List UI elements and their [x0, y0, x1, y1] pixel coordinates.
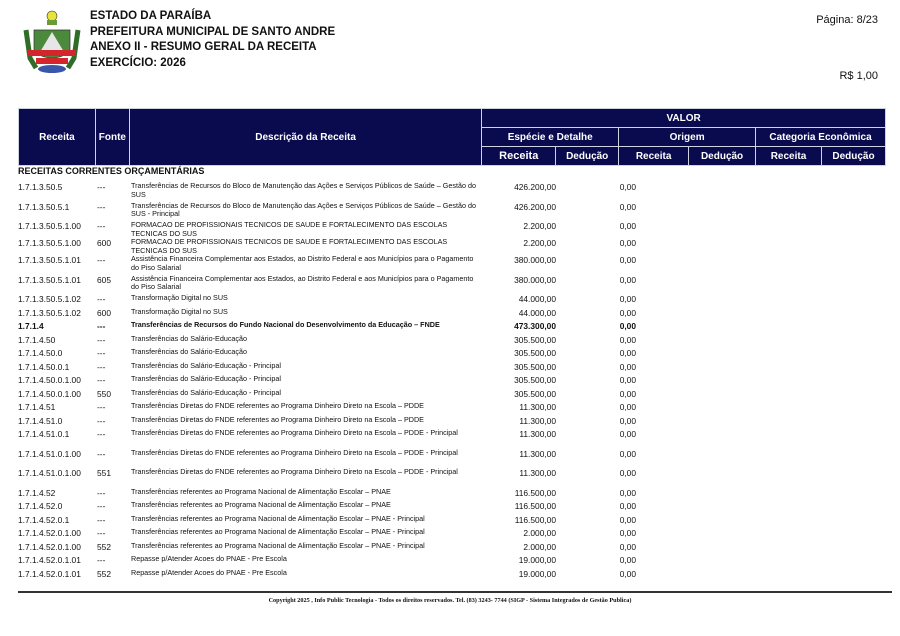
receita-code: 1.7.1.4.52.0.1.00 [18, 541, 81, 552]
descricao: Transferências Diretas do FNDE referentes ao Programa Dinheiro Direto na Escola – PDDE - Principal [131, 447, 458, 457]
col-descricao: Descrição da Receita [129, 109, 481, 166]
receita-code: 1.7.1.3.50.5.1.01 [18, 274, 81, 285]
receita-code: 1.7.1.3.50.5.1.00 [18, 221, 81, 231]
valor-deducao: 0,00 [619, 415, 636, 426]
receita-code: 1.7.1.4.50.0.1.00 [18, 388, 81, 399]
descricao: Transferências referentes ao Programa Nacional de Alimentação Escolar – PNAE - Principal [131, 527, 425, 537]
valor-receita: 2.200,00 [523, 238, 556, 249]
col-categoria-deducao: Dedução [821, 147, 885, 166]
valor-deducao: 0,00 [619, 468, 636, 479]
valor-receita: 2.200,00 [523, 221, 556, 231]
valor-receita: 305.500,00 [514, 375, 556, 386]
valor-deducao: 0,00 [619, 348, 636, 359]
valor-deducao: 0,00 [619, 541, 636, 552]
receita-code: 1.7.1.3.50.5.1.00 [18, 238, 81, 249]
fonte: --- [97, 321, 106, 332]
descricao: Transferências referentes ao Programa Nacional de Alimentação Escolar – PNAE [131, 500, 391, 510]
valor-deducao: 0,00 [619, 321, 636, 332]
valor-deducao: 0,00 [619, 429, 636, 440]
table-row [18, 468, 638, 488]
valor-deducao: 0,00 [619, 375, 636, 386]
table-row [18, 202, 638, 222]
table-row [18, 429, 638, 449]
descricao: FORMACAO DE PROFISSIONAIS TECNICOS DE SAUDE E FORTALECIMENTO DAS ESCOLAS TECNICAS DO SUS [131, 220, 448, 238]
valor-deducao: 0,00 [619, 528, 636, 539]
copyright-footer: Copyright 2025 , Info Public Tecnologia - Todos os direitos reservados. Tel. (83) 3243- 7744 (SIGP - Sistema Integrados de Gestão Publica) [268, 597, 632, 604]
valor-receita: 116.500,00 [514, 514, 556, 525]
fonte: 600 [97, 238, 111, 249]
table-row [18, 221, 638, 238]
receita-code: 1.7.1.4.50.0.1 [18, 361, 70, 372]
receita-code: 1.7.1.4.50.0.1.00 [18, 375, 81, 386]
valor-receita: 11.300,00 [519, 402, 556, 413]
fonte: --- [97, 221, 106, 231]
table-row [18, 416, 638, 430]
descricao: Transferências Diretas do FNDE referentes ao Programa Dinheiro Direto na Escola – PDDE - Principal [131, 467, 458, 477]
fonte: --- [97, 294, 106, 305]
valor-receita: 11.300,00 [519, 468, 556, 479]
table-row [18, 375, 638, 389]
fonte: 552 [97, 568, 111, 579]
state-name: ESTADO DA PARAÍBA [90, 10, 212, 22]
valor-deducao: 0,00 [619, 274, 636, 285]
fonte: --- [97, 182, 106, 192]
col-especie-deducao: Dedução [556, 147, 619, 166]
valor-receita: 44.000,00 [518, 307, 556, 318]
col-receita: Receita [19, 109, 96, 166]
descricao: Transferências do Salário-Educação [131, 347, 247, 357]
col-categoria-receita: Receita [756, 147, 822, 166]
table-row [18, 449, 638, 469]
valor-receita: 305.500,00 [514, 334, 556, 345]
descricao: Transferências Diretas do FNDE referentes ao Programa Dinheiro Direto na Escola – PDDE - Principal [131, 428, 458, 438]
descricao: Transferências do Salário-Educação - Principal [131, 374, 281, 384]
table-row [18, 321, 638, 335]
table-row [18, 348, 638, 362]
table-row [18, 255, 638, 275]
receita-code: 1.7.1.4.51.0 [18, 415, 63, 426]
receita-code: 1.7.1.3.50.5.1.02 [18, 294, 81, 305]
receita-code: 1.7.1.3.50.5 [18, 182, 63, 192]
valor-deducao: 0,00 [619, 514, 636, 525]
valor-receita: 380.000,00 [514, 274, 556, 285]
descricao: Assistência Financeira Complementar aos Estados, ao Distrito Federal e aos Municípios para o Pagamento do Piso Salarial [131, 273, 474, 292]
table-row [18, 275, 638, 295]
descricao: Repasse p/Atender Acoes do PNAE - Pre Escola [131, 567, 287, 577]
descricao: Assistência Financeira Complementar aos Estados, ao Distrito Federal e aos Municípios para o Pagamento do Piso Salarial [131, 254, 474, 272]
valor-receita: 11.300,00 [519, 429, 556, 440]
fonte: --- [97, 361, 106, 372]
fonte: --- [97, 375, 106, 386]
valor-deducao: 0,00 [619, 334, 636, 345]
fonte: --- [97, 448, 106, 459]
receita-code: 1.7.1.4.51.0.1.00 [18, 468, 81, 479]
fonte: --- [97, 255, 106, 266]
table-row [18, 569, 638, 583]
fonte: --- [97, 201, 106, 212]
table-row [18, 555, 638, 569]
fonte: --- [97, 415, 106, 426]
col-origem-deducao: Dedução [689, 147, 756, 166]
valor-deducao: 0,00 [619, 568, 636, 579]
descricao: Transferências referentes ao Programa Nacional de Alimentação Escolar – PNAE - Principal [131, 540, 425, 550]
valor-receita: 305.500,00 [514, 388, 556, 399]
col-especie-receita: Receita [482, 147, 556, 166]
table-row [18, 362, 638, 376]
col-especie: Espécie e Detalhe [482, 128, 619, 147]
fonte: 552 [97, 541, 111, 552]
valor-receita: 11.300,00 [519, 415, 556, 426]
descricao: Transferências de Recursos do Fundo Nacional do Desenvolvimento da Educação – FNDE [131, 320, 440, 330]
descricao: Transferências do Salário-Educação - Principal [131, 387, 281, 397]
table-row [18, 488, 638, 502]
receita-code: 1.7.1.4.51 [18, 402, 56, 413]
table-row [18, 402, 638, 416]
report-title: ANEXO II - RESUMO GERAL DA RECEITA [90, 41, 317, 53]
descricao: Transferências referentes ao Programa Nacional de Alimentação Escolar – PNAE [131, 486, 391, 496]
table-row [18, 515, 638, 529]
valor-deducao: 0,00 [619, 388, 636, 399]
descricao: Transferências Diretas do FNDE referentes ao Programa Dinheiro Direto na Escola – PDDE [131, 401, 424, 411]
col-origem: Origem [619, 128, 756, 147]
fonte: --- [97, 501, 106, 512]
valor-deducao: 0,00 [619, 307, 636, 318]
valor-deducao: 0,00 [619, 294, 636, 305]
valor-receita: 19.000,00 [518, 555, 556, 566]
valor-receita: 305.500,00 [514, 348, 556, 359]
valor-receita: 426.200,00 [514, 182, 556, 192]
descricao: Transformação Digital no SUS [131, 306, 228, 316]
table-header [18, 108, 886, 166]
table-row [18, 182, 638, 202]
valor-receita: 2.000,00 [523, 528, 556, 539]
table-row [18, 335, 638, 349]
report-header [90, 9, 335, 71]
valor-deducao: 0,00 [619, 361, 636, 372]
descricao: FORMACAO DE PROFISSIONAIS TECNICOS DE SAUDE E FORTALECIMENTO DAS ESCOLAS TECNICAS DO SUS [131, 237, 448, 255]
descricao: Transferências Diretas do FNDE referentes ao Programa Dinheiro Direto na Escola – PDDE [131, 414, 424, 424]
fonte: 550 [97, 388, 111, 399]
receita-code: 1.7.1.4.50.0 [18, 348, 63, 359]
valor-deducao: 0,00 [619, 487, 636, 498]
col-fonte: Fonte [95, 109, 129, 166]
valor-deducao: 0,00 [619, 201, 636, 212]
receita-code: 1.7.1.4.52.0.1.01 [18, 568, 81, 579]
fiscal-year: EXERCÍCIO: 2026 [90, 56, 186, 69]
valor-deducao: 0,00 [619, 221, 636, 231]
fonte: --- [97, 487, 106, 498]
valor-receita: 116.500,00 [514, 487, 556, 498]
valor-deducao: 0,00 [619, 182, 636, 192]
table-row [18, 501, 638, 515]
col-valor: VALOR [482, 109, 886, 128]
municipality-name: PREFEITURA MUNICIPAL DE SANTO ANDRE [90, 25, 336, 38]
valor-deducao: 0,00 [619, 238, 636, 249]
fonte: 600 [97, 307, 111, 318]
valor-deducao: 0,00 [619, 448, 636, 459]
valor-receita: 380.000,00 [514, 255, 556, 266]
fonte: --- [97, 402, 106, 413]
footer-divider [18, 591, 892, 593]
table-row [18, 542, 638, 556]
section-title: RECEITAS CORRENTES ORÇAMENTÁRIAS [18, 166, 205, 176]
valor-deducao: 0,00 [619, 501, 636, 512]
fonte: --- [97, 528, 106, 539]
receita-code: 1.7.1.3.50.5.1.02 [18, 307, 81, 318]
table-row [18, 238, 638, 255]
descricao: Repasse p/Atender Acoes do PNAE - Pre Escola [131, 554, 287, 564]
valor-deducao: 0,00 [619, 255, 636, 266]
receita-code: 1.7.1.4.52.0.1.00 [18, 528, 81, 539]
receita-code: 1.7.1.4.52.0.1.01 [18, 555, 81, 566]
fonte: --- [97, 429, 106, 440]
receita-code: 1.7.1.4.51.0.1.00 [18, 448, 81, 459]
descricao: Transferências do Salário-Educação [131, 333, 247, 343]
valor-deducao: 0,00 [619, 402, 636, 413]
col-categoria: Categoria Econômica [756, 128, 886, 147]
valor-receita: 2.000,00 [523, 541, 556, 552]
descricao: Transformação Digital no SUS [131, 293, 228, 303]
receita-code: 1.7.1.3.50.5.1.01 [18, 255, 81, 266]
municipal-coat-of-arms-logo [18, 8, 86, 74]
fonte: --- [97, 334, 106, 345]
fonte: 605 [97, 274, 111, 285]
descricao: Transferências do Salário-Educação - Principal [131, 360, 281, 370]
table-row [18, 294, 638, 308]
descricao: Transferências referentes ao Programa Nacional de Alimentação Escolar – PNAE - Principal [131, 513, 425, 523]
receita-code: 1.7.1.4.50 [18, 334, 56, 345]
receita-code: 1.7.1.4.52.0.1 [18, 514, 70, 525]
valor-receita: 11.300,00 [519, 448, 556, 459]
table-body [18, 182, 638, 582]
fonte: 551 [97, 468, 111, 479]
valor-deducao: 0,00 [619, 555, 636, 566]
fonte: --- [97, 514, 106, 525]
table-row [18, 389, 638, 403]
table-row [18, 308, 638, 322]
descricao: Transferências de Recursos do Bloco de Manutenção das Ações e Serviços Públicos de Saúde – Gestão do SUS - Principal [131, 200, 476, 219]
valor-receita: 426.200,00 [514, 201, 556, 212]
receita-code: 1.7.1.3.50.5.1 [18, 201, 70, 212]
fonte: --- [97, 348, 106, 359]
valor-receita: 116.500,00 [514, 501, 556, 512]
table-row [18, 528, 638, 542]
valor-receita: 44.000,00 [518, 294, 556, 305]
receita-code: 1.7.1.4 [18, 321, 44, 332]
col-origem-receita: Receita [619, 147, 689, 166]
currency-unit: R$ 1,00 [839, 70, 878, 82]
valor-receita: 305.500,00 [514, 361, 556, 372]
receita-code: 1.7.1.4.52 [18, 487, 56, 498]
descricao: Transferências de Recursos do Bloco de Manutenção das Ações e Serviços Públicos de Saúde – Gestão do SUS [131, 181, 476, 199]
valor-receita: 473.300,00 [514, 321, 556, 332]
valor-receita: 19.000,00 [518, 568, 556, 579]
page-number: Página: 8/23 [816, 14, 878, 26]
receita-code: 1.7.1.4.51.0.1 [18, 429, 70, 440]
fonte: --- [97, 555, 106, 566]
receita-code: 1.7.1.4.52.0 [18, 501, 63, 512]
